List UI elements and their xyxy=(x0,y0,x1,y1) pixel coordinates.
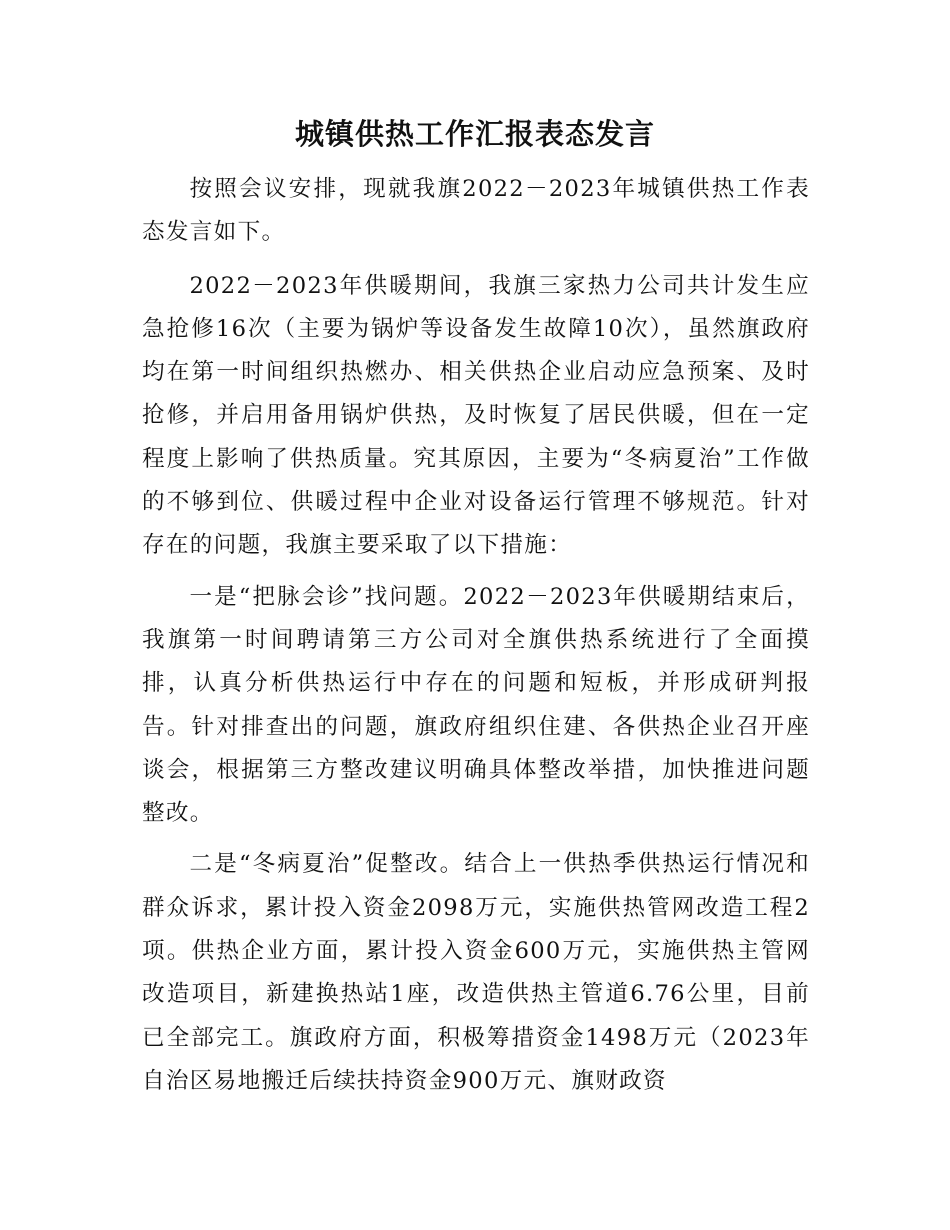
document-body xyxy=(142,168,810,1111)
document-title: 城镇供热工作汇报表态发言 xyxy=(294,117,655,151)
paragraph-measure-two: 二是“冬病夏治”促整改。结合上一供热季供热运行情况和群众诉求，累计投入资金2098万元，实施供热管网改造工程2项。供热企业方面，累计投入资金600万元，实施供热主管网改造项目，新建换热站1座，改造供热主管道6.76公里，目前已全部完工。旗政府方面，积极筹措资金1498万元（2023年自治区易地搬迁后续扶持资金900万元、旗财政资 xyxy=(142,851,810,1094)
paragraph-background: 2022－2023年供暖期间，我旗三家热力公司共计发生应急抢修16次（主要为锅炉等设备发生故障10次），虽然旗政府均在第一时间组织热燃办、相关供热企业启动应急预案、及时抢修，并启用备用锅炉供热，及时恢复了居民供暖，但在一定程度上影响了供热质量。究其原因，主要为“冬病夏治”工作做的不够到位、供暖过程中企业对设备运行管理不够规范。针对存在的问题，我旗主要采取了以下措施： xyxy=(142,272,810,559)
paragraph-measure-one: 一是“把脉会诊”找问题。2022－2023年供暖期结束后，我旗第一时间聘请第三方公司对全旗供热系统进行了全面摸排，认真分析供热运行中存在的问题和短板，并形成研判报告。针对排查出的问题，旗政府组织住建、各供热企业召开座谈会，根据第三方整改建议明确具体整改举措，加快推进问题整改。 xyxy=(142,583,810,827)
paragraph-intro: 按照会议安排，现就我旗2022－2023年城镇供热工作表态发言如下。 xyxy=(142,176,810,246)
